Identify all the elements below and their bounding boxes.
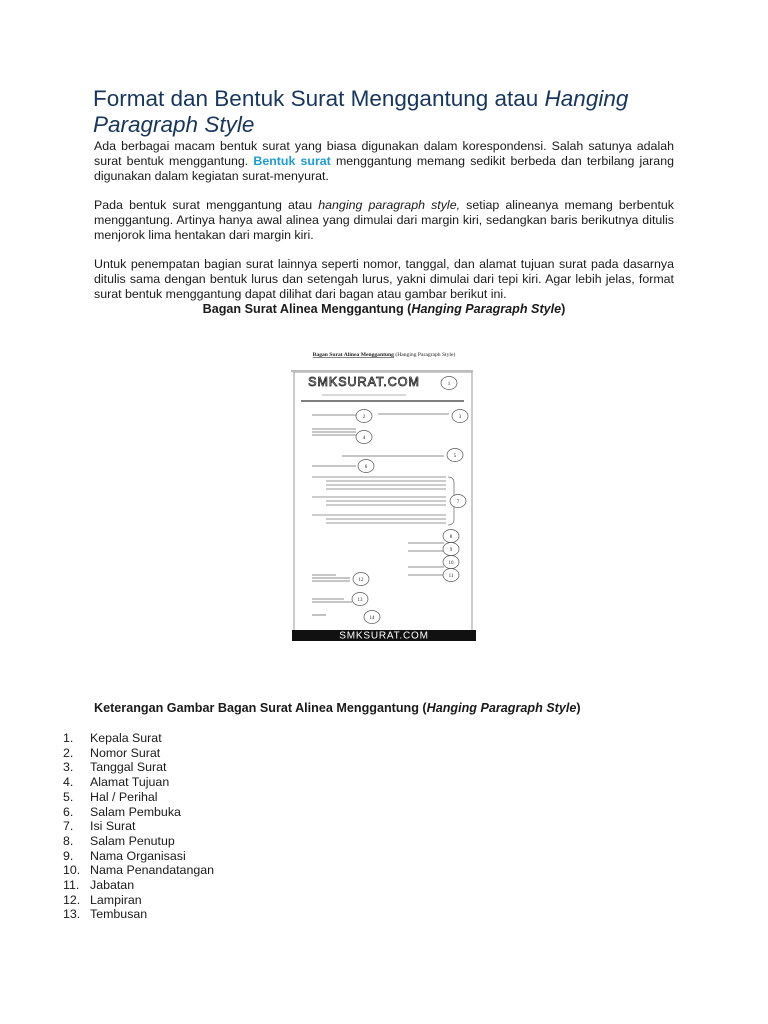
list-item [63,790,214,805]
list-caption [94,701,674,715]
diagram-marker-label: 5 [453,453,457,459]
figure-heading-text: Bagan Surat Alinea Menggantung ( [202,302,412,316]
diagram-marker-label: 4 [362,435,366,441]
list-item-number: 7. [63,819,74,834]
diagram-marker [353,573,369,586]
list-item-number: 2. [63,745,74,760]
list-item [63,893,214,908]
list-item-label: Lampiran [90,892,142,907]
diagram-marker-label: 10 [448,560,454,566]
list-item [63,731,214,746]
paragraph-hanging-text-a: Pada bentuk surat menggantung atau [94,198,319,212]
page-title [93,86,693,138]
bentuk-surat-link[interactable]: Bentuk surat [253,154,331,169]
diagram-marker [352,593,368,606]
diagram-marker-label: 6 [364,464,368,470]
list-item-label: Jabatan [90,878,135,893]
paragraph-hanging-style [94,198,674,244]
list-item-label: Isi Surat [90,819,136,834]
figure-heading [94,302,674,316]
list-caption-italic: Hanging Paragraph Style [426,701,577,715]
list-item-label: Salam Penutup [90,833,175,848]
list-item [63,863,214,878]
list-item-label: Alamat Tujuan [90,775,170,790]
list-caption-text: Keterangan Gambar Bagan Surat Alinea Menggantung ( [94,701,427,715]
diagram-marker [356,431,372,444]
diagram-marker [443,569,459,582]
paragraph-intro-text-b: menggantung memang sedikit berbeda dan terbilang jarang digunakan dalam kegiatan surat-menyurat. [94,154,674,184]
figure-heading-italic: Hanging Paragraph Style [411,302,562,316]
paragraph-intro-text-a: Ada berbagai macam bentuk surat yang biasa digunakan dalam korespondensi. Salah satunya adalah surat bentuk menggantung. [94,139,674,169]
list-item-number: 13. [63,907,81,922]
diagram-marker [364,611,380,624]
list-item-label: Salam Pembuka [90,804,181,819]
list-item [63,775,214,790]
list-item [63,805,214,820]
title-text: Format dan Bentuk Surat Menggantung atau [93,86,545,111]
diagram-marker-label: 12 [358,577,364,583]
list-caption-close: ) [576,701,581,715]
list-item-label: Hal / Perihal [90,789,158,804]
diagram-logo-top: SMKSURAT.COM [308,375,420,389]
diagram-marker [447,449,463,462]
diagram-marker-label: 2 [362,414,366,420]
diagram-marker [443,530,459,543]
list-item-number: 8. [63,833,74,848]
list-item-number: 11. [63,878,80,893]
list-item [63,834,214,849]
list-item-number: 5. [63,789,74,804]
diagram-marker-label: 3 [458,414,462,420]
diagram-paper [294,372,472,632]
list-item-label: Kepala Surat [90,731,162,745]
list-item-number: 3. [63,760,74,775]
list-item-number: 9. [63,848,74,863]
diagram-marker [452,410,468,423]
figure-heading-close: ) [561,302,566,316]
diagram-marker-label: 1 [447,381,451,387]
diagram-title-underlined: Bagan Surat Alinea Menggantung [312,352,394,358]
list-item [63,746,214,761]
paragraph-hanging-italic: hanging paragraph style, [318,198,461,212]
list-item-number: 10. [63,863,81,878]
diagram-marker-label: 11 [448,573,454,579]
title-italic-text: Hanging Paragraph Style [93,86,629,137]
diagram-paper-shadow [291,370,473,372]
diagram-marker [450,495,466,508]
list-item-number: 12. [63,892,81,907]
paragraph-intro [94,139,674,185]
list-item [63,878,214,893]
list-item [63,849,214,864]
diagram-marker-label: 9 [449,547,453,553]
letter-diagram-svg [286,343,482,643]
diagram-marker [443,556,459,569]
diagram-marker [443,543,459,556]
list-item [63,760,214,775]
diagram-marker-label: 7 [456,499,460,505]
list-item-label: Tembusan [90,907,148,922]
list-item-number: 1. [63,731,74,745]
diagram-marker [358,460,374,473]
list-item-label: Nama Organisasi [90,848,186,863]
diagram-marker-label: 13 [357,597,363,603]
paragraph-hanging-text-b: setiap alineanya memang berbentuk menggantung. Artinya hanya awal alinea yang dimulai dari margin kiri, sedangkan baris berikutnya ditulis menjorok lima hentakan dari margin kiri. [94,198,674,243]
letter-diagram-figure [286,343,482,643]
list-item-number: 6. [63,804,74,819]
list-item [63,819,214,834]
diagram-marker [441,377,457,390]
list-item-label: Nomor Surat [90,745,161,760]
list-item-number: 4. [63,775,74,790]
paragraph-placement: Untuk penempatan bagian surat lainnya seperti nomor, tanggal, dan alamat tujuan surat pada dasarnya ditulis sama dengan bentuk lurus dan setengah lurus, yakni dimulai dari tepi kiri. Agar lebih jelas, format surat bentuk menggantung dapat dilihat dari bagan atau gambar berikut ini. [94,257,674,302]
list-item [63,907,214,922]
list-item-label: Nama Penandatangan [90,863,215,878]
diagram-title [313,351,456,358]
diagram-logo-bottom: SMKSURAT.COM [339,630,429,642]
diagram-marker-label: 8 [449,534,453,540]
diagram-title-rest: (Hanging Paragraph Style) [393,352,456,358]
diagram-marker-label: 14 [369,615,375,621]
diagram-marker [356,410,372,423]
legend-list [63,731,214,922]
list-item-label: Tanggal Surat [90,760,167,775]
